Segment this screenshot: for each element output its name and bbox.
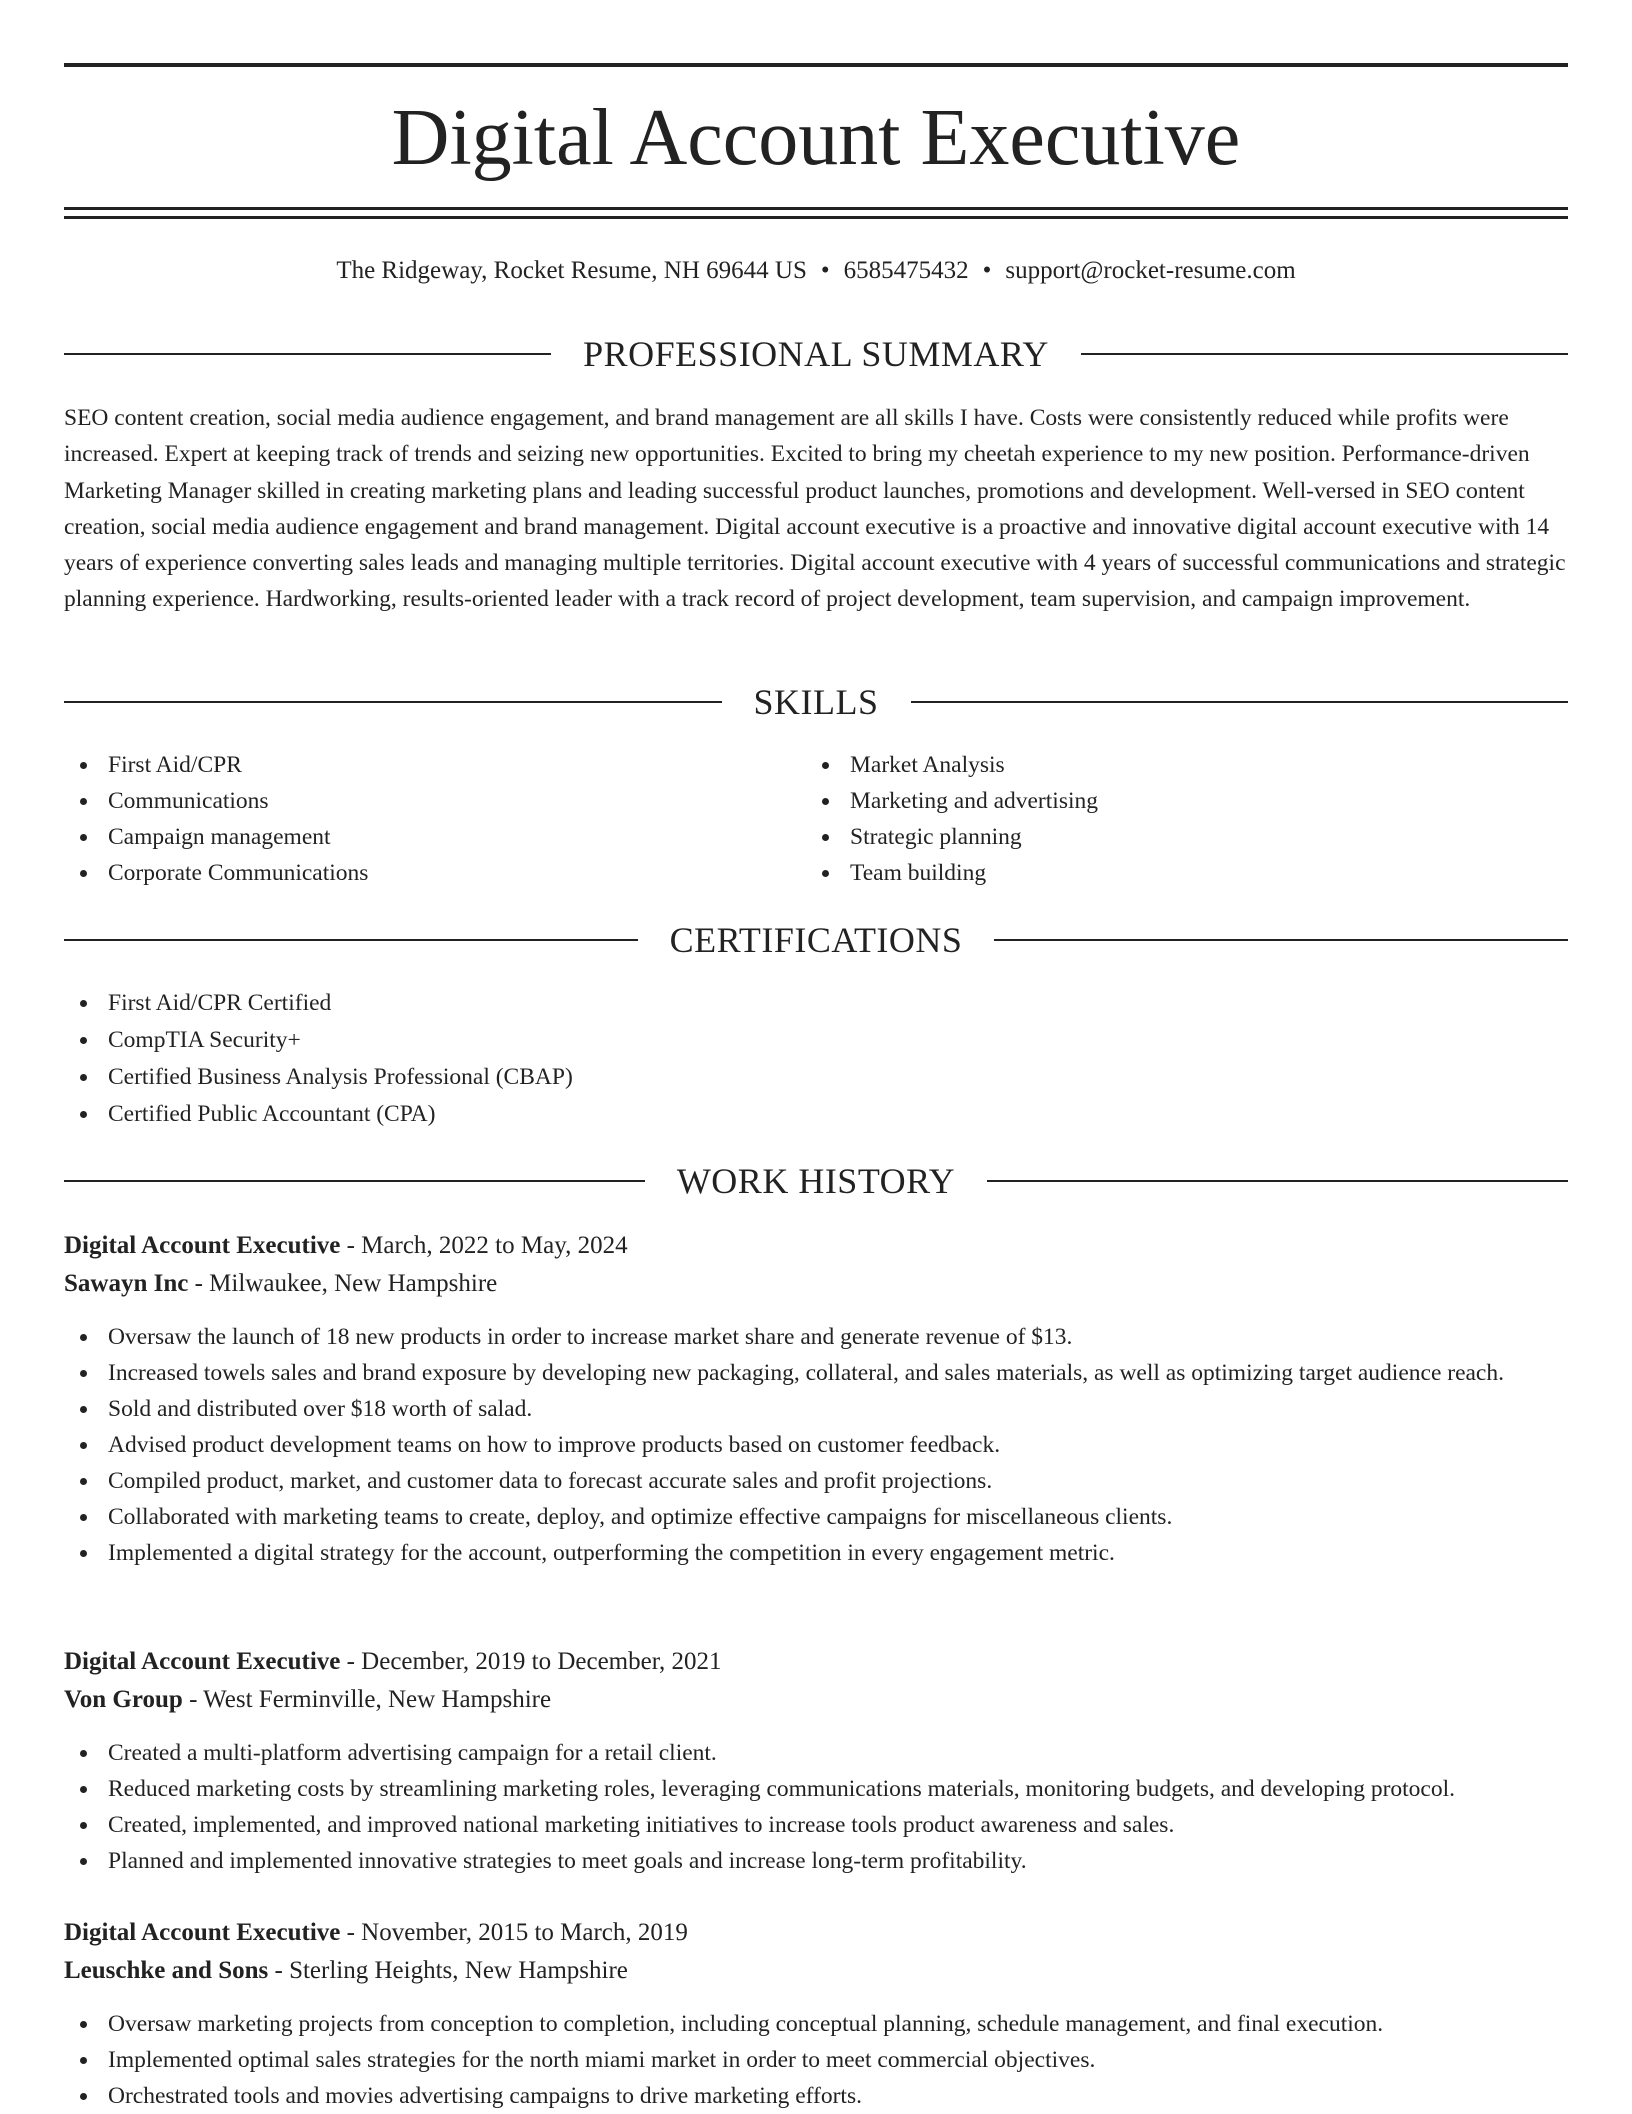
job-location: - West Ferminville, New Hampshire — [182, 1686, 552, 1713]
job-bullets — [64, 1319, 1568, 1571]
job-title: Digital Account Executive — [64, 1919, 341, 1946]
job-dates: - November, 2015 to March, 2019 — [340, 1919, 688, 1946]
job-company-line — [64, 1952, 1568, 1990]
skill-item: Communications — [64, 783, 764, 819]
certifications-list — [64, 985, 1568, 1133]
job-bullet: Orchestrated tools and movies advertising campaigns to drive marketing efforts. — [64, 2078, 1568, 2114]
job-title-line — [64, 1643, 1568, 1681]
section-header-skills — [64, 680, 1568, 724]
skill-item: Market Analysis — [806, 747, 1506, 783]
contact-phone: 6585475432 — [843, 257, 969, 284]
section-rule-left — [64, 701, 722, 703]
header-double-rule-upper — [64, 207, 1568, 210]
section-header-summary — [64, 332, 1568, 376]
summary-paragraph: SEO content creation, social media audience engagement, and brand management are all skills I have. Costs were consistently reduced while profits were increased. Expert at keeping track of trends and seizing new opportunities. Excited to bring my cheetah experience to my new position. Performance-driven Marketing Manager skilled in creating marketing plans and leading successful product launches, promotions and development. Well-versed in SEO content creation, social media audience engagement and brand management. Digital account executive is a proactive and innovative digital account executive with 14 years of experience converting sales leads and managing multiple territories. Digital account executive with 4 years of successful communications and strategic planning experience. Hardworking, results-oriented leader with a track record of project development, team supervision, and campaign improvement. — [64, 405, 1566, 613]
job-title-line — [64, 1227, 1568, 1265]
section-rule-right — [994, 939, 1568, 941]
job-bullets — [64, 2006, 1568, 2114]
skill-item: Team building — [806, 855, 1506, 891]
section-rule-left — [64, 353, 551, 355]
job-title: Digital Account Executive — [64, 1648, 341, 1675]
section-title-summary: PROFESSIONAL SUMMARY — [583, 334, 1049, 374]
contact-line — [64, 253, 1568, 289]
job-company-line — [64, 1681, 1568, 1719]
job-title-line — [64, 1914, 1568, 1952]
job-entry — [64, 1914, 1568, 2114]
section-rule-right — [1081, 353, 1568, 355]
contact-email: support@rocket-resume.com — [1005, 257, 1296, 284]
job-entry — [64, 1643, 1568, 1879]
job-location: - Milwaukee, New Hampshire — [188, 1270, 498, 1297]
job-company: Von Group — [64, 1686, 183, 1713]
contact-separator: • — [982, 257, 992, 284]
skill-item: Campaign management — [64, 819, 764, 855]
header-double-rule-lower — [64, 216, 1568, 219]
section-header-certifications — [64, 918, 1568, 962]
job-bullet: Oversaw the launch of 18 new products in order to increase market share and generate revenue of $13. — [64, 1319, 1568, 1355]
skill-item: Corporate Communications — [64, 855, 764, 891]
job-bullet: Reduced marketing costs by streamlining marketing roles, leveraging communications materials, monitoring budgets, and developing protocol. — [64, 1771, 1568, 1807]
certification-item: CompTIA Security+ — [64, 1022, 1568, 1059]
job-bullet: Implemented a digital strategy for the account, outperforming the competition in every engagement metric. — [64, 1535, 1568, 1571]
job-bullet: Planned and implemented innovative strategies to meet goals and increase long-term profitability. — [64, 1843, 1568, 1879]
skills-list-right — [806, 747, 1506, 891]
job-bullet: Implemented optimal sales strategies for the north miami market in order to meet commercial objectives. — [64, 2042, 1568, 2078]
section-title-work-history: WORK HISTORY — [676, 1161, 956, 1201]
certification-item: First Aid/CPR Certified — [64, 985, 1568, 1022]
job-entry — [64, 1227, 1568, 1571]
contact-address: The Ridgeway, Rocket Resume, NH 69644 US — [336, 257, 807, 284]
job-location: - Sterling Heights, New Hampshire — [268, 1957, 628, 1984]
job-bullet: Compiled product, market, and customer data to forecast accurate sales and profit projections. — [64, 1463, 1568, 1499]
section-header-work-history — [64, 1159, 1568, 1203]
job-bullet: Advised product development teams on how to improve products based on customer feedback. — [64, 1427, 1568, 1463]
section-rule-left — [64, 1180, 645, 1182]
header-top-rule — [64, 63, 1568, 67]
job-bullet: Oversaw marketing projects from conception to completion, including conceptual planning, schedule management, and final execution. — [64, 2006, 1568, 2042]
skills-list-left — [64, 747, 764, 891]
job-bullet: Created a multi-platform advertising campaign for a retail client. — [64, 1735, 1568, 1771]
job-dates: - March, 2022 to May, 2024 — [340, 1232, 628, 1259]
job-dates: - December, 2019 to December, 2021 — [340, 1648, 722, 1675]
job-bullet: Sold and distributed over $18 worth of salad. — [64, 1391, 1568, 1427]
certification-item: Certified Public Accountant (CPA) — [64, 1096, 1568, 1133]
skill-item: Strategic planning — [806, 819, 1506, 855]
section-rule-right — [987, 1180, 1568, 1182]
job-title: Digital Account Executive — [64, 1232, 341, 1259]
job-company-line — [64, 1265, 1568, 1303]
job-company: Leuschke and Sons — [64, 1957, 269, 1984]
skill-item: Marketing and advertising — [806, 783, 1506, 819]
certification-item: Certified Business Analysis Professional (CBAP) — [64, 1059, 1568, 1096]
job-company: Sawayn Inc — [64, 1270, 189, 1297]
job-bullet: Collaborated with marketing teams to create, deploy, and optimize effective campaigns for miscellaneous clients. — [64, 1499, 1568, 1535]
skill-item: First Aid/CPR — [64, 747, 764, 783]
section-rule-left — [64, 939, 638, 941]
section-rule-right — [911, 701, 1569, 703]
job-bullet: Created, implemented, and improved national marketing initiatives to increase tools product awareness and sales. — [64, 1807, 1568, 1843]
section-title-certifications: CERTIFICATIONS — [669, 920, 963, 960]
resume-title: Digital Account Executive — [391, 94, 1241, 182]
section-title-skills: SKILLS — [753, 682, 879, 722]
job-bullets — [64, 1735, 1568, 1879]
job-bullet: Increased towels sales and brand exposure by developing new packaging, collateral, and sales materials, as well as optimizing target audience reach. — [64, 1355, 1568, 1391]
contact-separator: • — [820, 257, 830, 284]
